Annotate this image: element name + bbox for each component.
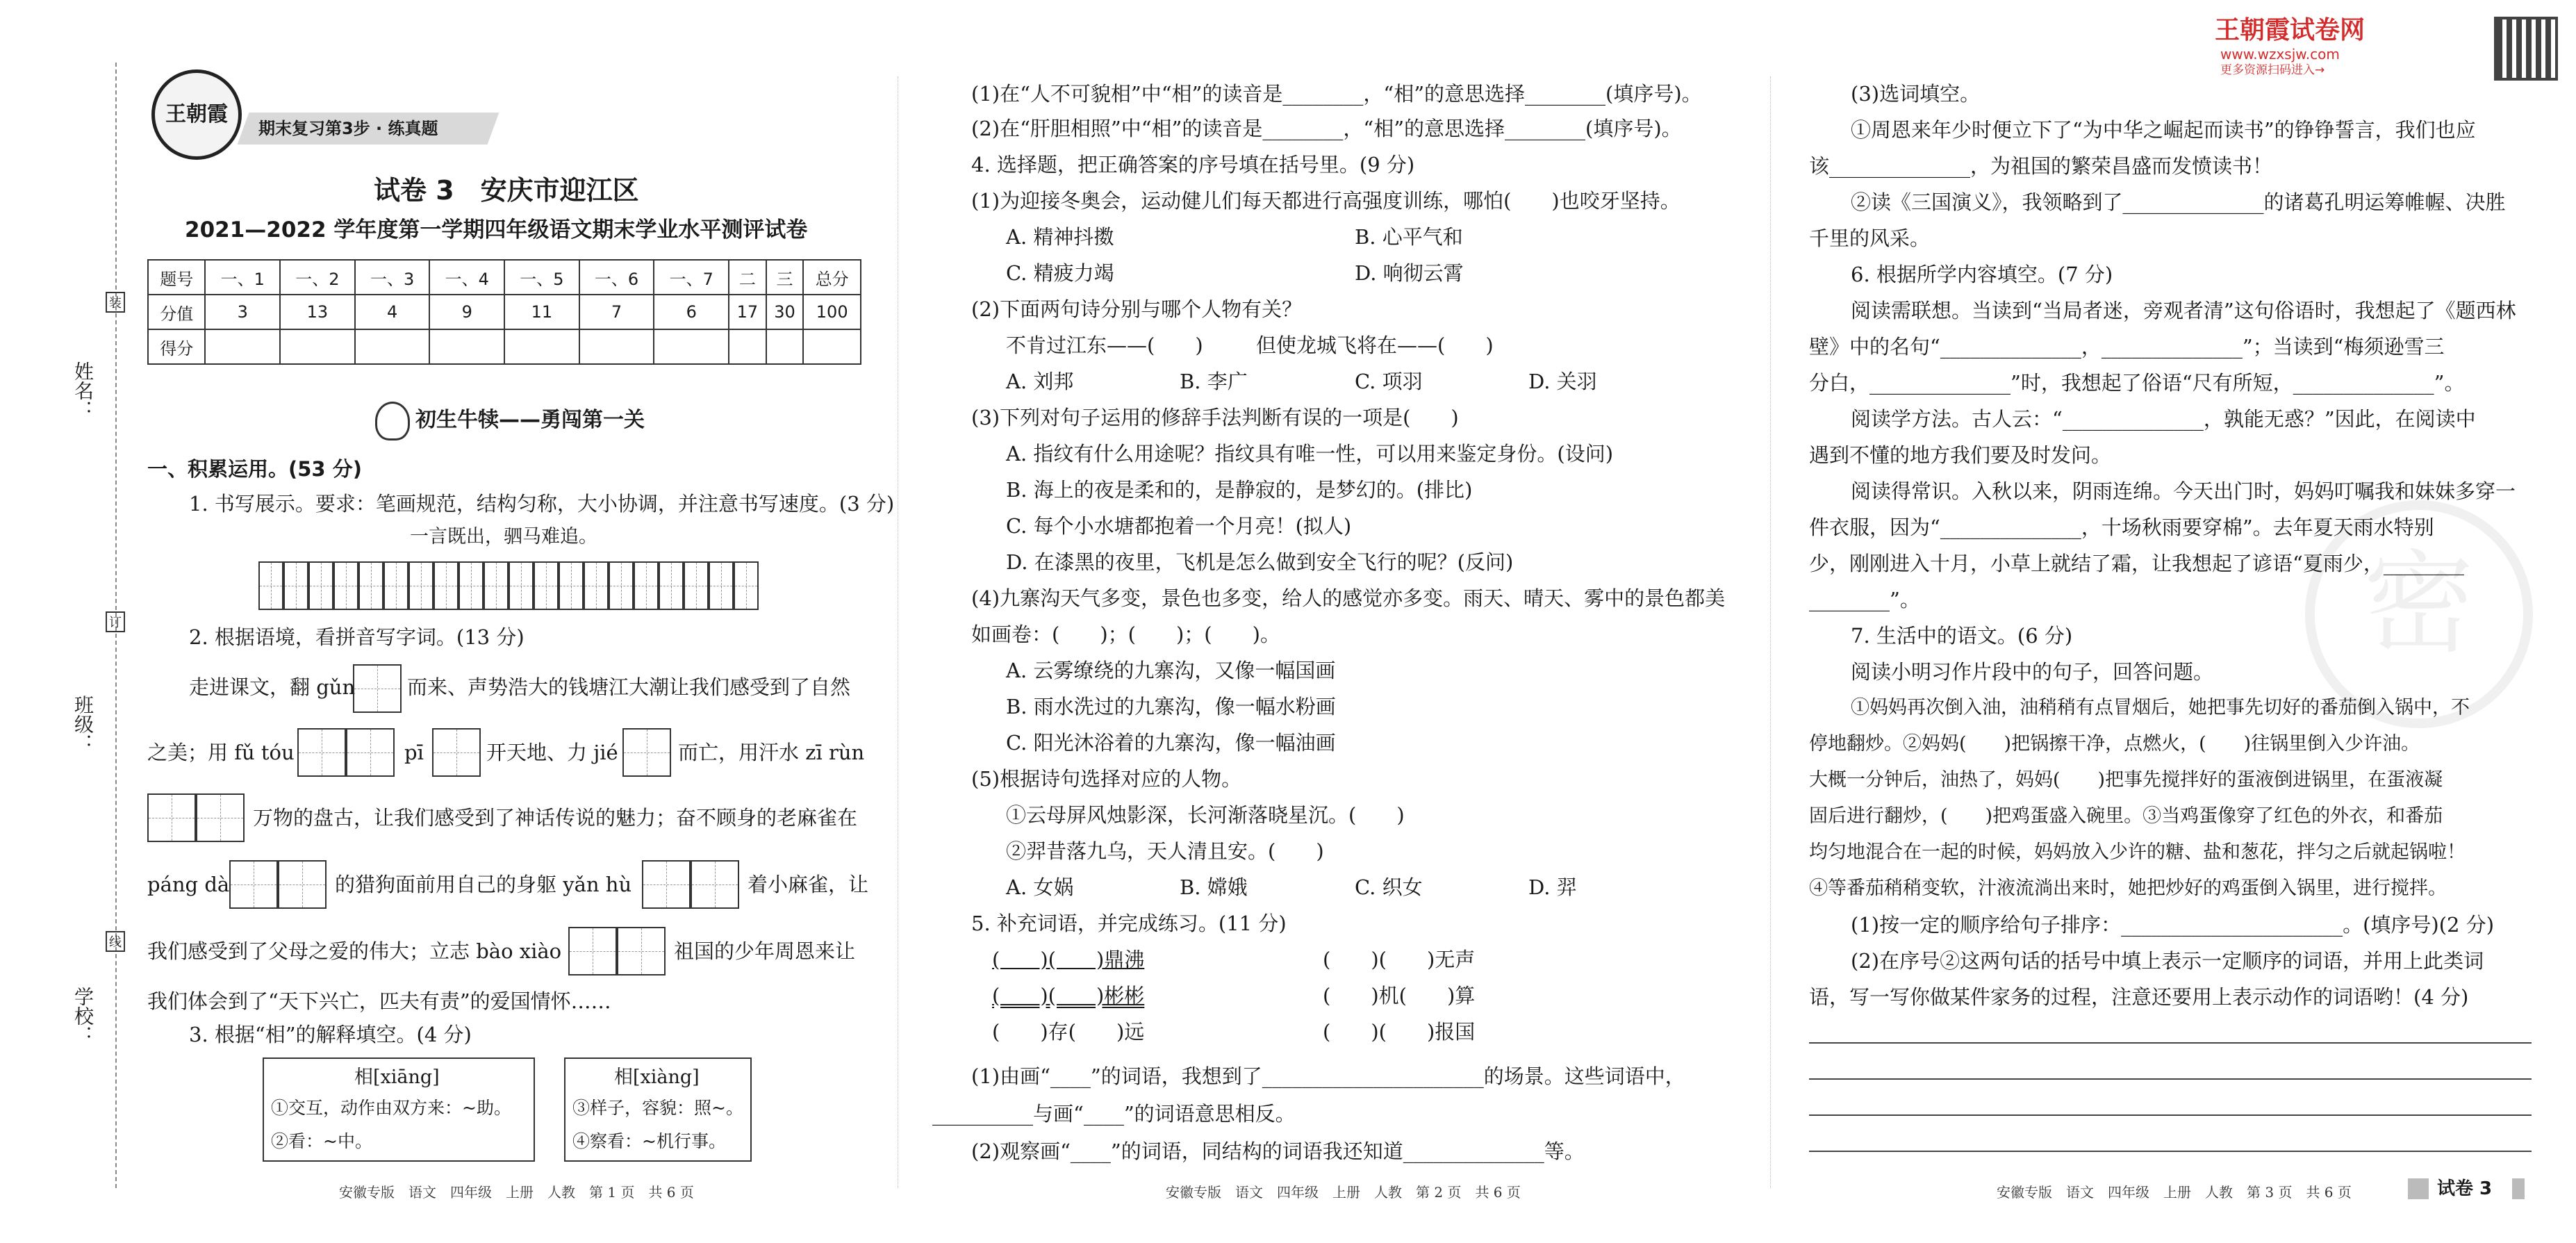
option: D. 羿 (1528, 875, 1577, 899)
q2-line-2a: 之美；用 fǔ tóu (147, 741, 295, 764)
q6-para: 壁》中的名句“______________，______________”；当读到“梅须逊雪三 (1809, 335, 2445, 359)
option: B. 雨水洗过的九寨沟，像一幅水粉画 (1006, 695, 1336, 718)
q3-sub2: (2)在“肝胆相照”中“相”的读音是________，“相”的意思选择________(填序号)。 (971, 117, 1682, 140)
option: B. 李广 (1180, 370, 1248, 393)
char-box[interactable] (297, 728, 346, 777)
qr-code-icon (2494, 17, 2558, 81)
q5-text: 5. 补充词语，并完成练习。(11 分) (971, 912, 1287, 935)
q6-para: 阅读需联想。当读到“当局者迷，旁观者清”这句俗语时，我想起了《题西林 (1851, 299, 2516, 322)
definition-box-xiang4 (564, 1057, 752, 1162)
page-footer: 安徽专版 语文 四年级 上册 人教 第 1 页 共 6 页 (339, 1184, 694, 1201)
q3-sub1: (1)在“人不可貌相”中“相”的读音是________，“相”的意思选择________(填序号)。 (971, 82, 1702, 106)
q7-intro: 阅读小明习作片段中的句子，回答问题。 (1851, 660, 2214, 684)
q7-2-cont: 语，写一写你做某件家务的过程，注意还要用上表示动作的词语哟！(4 分) (1809, 985, 2469, 1009)
option: A. 精神抖擞 (1006, 225, 1114, 249)
paper-tag-bar (2408, 1178, 2429, 1199)
passage-line: 固后进行翻炒，( )把鸡蛋盛入碗里。③当鸡蛋像穿了红色的外衣，和番茄 (1809, 805, 2443, 827)
score-table (147, 259, 861, 365)
answer-line[interactable] (1809, 1042, 2532, 1044)
score-input-row: 得分 (148, 329, 861, 364)
poem-line: ①云母屏风烛影深，长河渐落晓星沉。( ) (1006, 803, 1405, 827)
q1-phrase: 一言既出，驷马难追。 (410, 526, 597, 548)
q2-line-5b: 祖国的少年周恩来让 (674, 939, 856, 963)
q2-line-4b: 的猎狗面前用自己的身躯 yǎn hù (335, 873, 632, 896)
char-box[interactable] (691, 860, 739, 909)
q4-2: (2)下面两句诗分别与哪个人物有关？ (971, 297, 1303, 321)
q4-1: (1)为迎接冬奥会，运动健儿们每天都进行高强度训练，哪怕( )也咬牙坚持。 (971, 189, 1681, 213)
name-label: 姓名： (72, 361, 94, 420)
page-footer: 安徽专版 语文 四年级 上册 人教 第 2 页 共 6 页 (1166, 1184, 1521, 1201)
score-header-row: 题号 一、1 一、2 一、3 一、4 一、5 一、6 一、7 二 三 总分 (148, 260, 861, 295)
q7-text: 7. 生活中的语文。(6 分) (1851, 624, 2073, 648)
q5-1: (1)由画“____”的词语，我想到了______________________的场景。这些词语中， (971, 1064, 1685, 1088)
q4-3: (3)下列对句子运用的修辞手法判断有误的一项是( ) (971, 406, 1459, 429)
binding-mark: 装 (106, 292, 125, 313)
column-divider (1770, 76, 1771, 1188)
option: A. 刘邦 (1006, 370, 1074, 393)
char-box[interactable] (346, 728, 395, 777)
q3-3-b-cont: 千里的风采。 (1809, 227, 1931, 250)
passage-line: 大概一分钟后，油热了，妈妈( )把事先搅拌好的蛋液倒进锅里，在蛋液凝 (1809, 769, 2443, 791)
q2-line-2b: pī (404, 741, 424, 764)
q4-5: (5)根据诗句选择对应的人物。 (971, 767, 1242, 791)
definition-line: ①交互，动作由双方来：~助。 (271, 1098, 511, 1118)
char-box[interactable] (196, 793, 245, 842)
answer-line[interactable] (1809, 1151, 2532, 1152)
class-label: 班级： (72, 695, 94, 753)
option: D. 在漆黑的夜里，飞机是怎么做到安全飞行的呢？(反问) (1006, 550, 1514, 574)
char-box[interactable] (568, 927, 617, 976)
page-footer: 安徽专版 语文 四年级 上册 人教 第 3 页 共 6 页 (1997, 1184, 2352, 1201)
q6-para: 阅读学方法。古人云：“______________，孰能无惑？”因此，在阅读中 (1851, 407, 2476, 431)
q4-text: 4. 选择题，把正确答案的序号填在括号里。(9 分) (971, 153, 1415, 176)
q6-para: 遇到不懂的地方我们要及时发问。 (1809, 443, 2112, 467)
binding-mark: 线 (106, 931, 125, 952)
passage-line: ①妈妈再次倒入油，油稍稍有点冒烟后，她把事先切好的番茄倒入锅中，不 (1851, 697, 2470, 718)
q3-3: (3)选词填空。 (1851, 82, 1981, 106)
char-box[interactable] (622, 728, 671, 777)
word-item: ( )( )无声 (1323, 948, 1476, 971)
poem-line: 但使龙城飞将在——( ) (1256, 334, 1494, 357)
q2-line-4c: 着小麻雀，让 (748, 873, 869, 896)
q2-line-3: 万物的盘古，让我们感受到了神话传说的魅力；奋不顾身的老麻雀在 (253, 806, 858, 830)
q6-para: ________”。 (1809, 588, 1920, 611)
char-box[interactable] (229, 860, 278, 909)
poem-line: ②羿昔落九乌，天人清且安。( ) (1006, 839, 1324, 863)
q4-4: (4)九寨沟天气多变，景色也多变，给人的感觉亦多变。雨天、晴天、雾中的景色都美 (971, 586, 1726, 610)
q6-text: 6. 根据所学内容填空。(7 分) (1851, 263, 2113, 286)
q7-1: (1)按一定的顺序给句子排序：______________________。(填序号)(2 分) (1851, 913, 2495, 937)
option: A. 云雾缭绕的九寨沟，又像一幅国画 (1006, 659, 1336, 682)
char-box[interactable] (147, 793, 196, 842)
option: C. 项羽 (1355, 370, 1423, 393)
char-box[interactable] (432, 728, 481, 777)
passage-line: 均匀地混合在一起的时候，妈妈放入少许的糖、盐和葱花，拌匀之后就起锅啦！ (1809, 841, 2466, 863)
watermark-stamp: 密 (2305, 500, 2533, 728)
q2-line-6: 我们体会到了“天下兴亡，匹夫有责”的爱国情怀…… (147, 989, 611, 1013)
q3-3-a-cont: 该______________，为祖国的繁荣昌盛而发愤读书！ (1809, 154, 2273, 178)
q2-line-4a: páng dà (147, 873, 230, 896)
word-item: ( )机( )算 (1323, 984, 1476, 1007)
q7-2: (2)在序号②这两句话的括号中填上表示一定顺序的词语，并用上此类词 (1851, 949, 2484, 973)
word-item: ( )( )彬彬 (992, 984, 1145, 1007)
char-box[interactable] (642, 860, 691, 909)
answer-line[interactable] (1809, 1078, 2532, 1080)
q2-text: 2. 根据语境，看拼音写字词。(13 分) (189, 625, 525, 649)
definition-head: 相[xiàng] (614, 1067, 700, 1088)
q6-para: 分白，______________”时，我想起了俗语“尺有所短，______________”。 (1809, 371, 2465, 395)
option: C. 每个小水塘都抱着一个月亮！(拟人) (1006, 514, 1352, 538)
option: C. 织女 (1355, 875, 1423, 899)
stage-title: 初生牛犊——勇闯第一关 (415, 408, 645, 432)
q3-text: 3. 根据“相”的解释填空。(4 分) (189, 1023, 472, 1046)
q5-2: (2)观察画“____”的词语，同结构的词语我还知道______________等。 (971, 1139, 1585, 1163)
char-box[interactable] (278, 860, 327, 909)
mascot-icon (375, 402, 410, 441)
definition-line: ③样子，容貌：照~。 (572, 1098, 743, 1118)
q2-line-5a: 我们感受到了父母之爱的伟大；立志 bào xiào (147, 939, 562, 963)
char-box[interactable] (353, 664, 402, 713)
q6-para: 件衣服，因为“______________，十场秋雨要穿棉”。去年夏天雨水特别 (1809, 516, 2434, 539)
word-item: ( )( )鼎沸 (992, 948, 1145, 971)
option: C. 阳光沐浴着的九寨沟，像一幅油画 (1006, 731, 1336, 755)
option: D. 关羽 (1528, 370, 1597, 393)
page-title: 试卷 3 安庆市迎江区 (374, 175, 639, 206)
school-label: 学校： (72, 987, 94, 1045)
paper-tag: 试卷 3 (2437, 1178, 2493, 1199)
q2-line-2d: 而亡，用汗水 zī rùn (678, 741, 865, 764)
logo-text: 王朝霞 (165, 102, 228, 126)
option: C. 精疲力竭 (1006, 261, 1114, 285)
q4-4-cont: 如画卷：( )；( )；( )。 (971, 623, 1280, 646)
poem-line: 不肯过江东——( ) (1006, 334, 1203, 357)
word-item: ( )( )报国 (1323, 1020, 1476, 1044)
paper-tag-bar (2512, 1178, 2525, 1199)
option: D. 响彻云霄 (1355, 261, 1464, 285)
score-value-row: 分值 3 13 4 9 11 7 6 17 30 100 (148, 295, 861, 329)
option: A. 指纹有什么用途呢？指纹具有唯一性，可以用来鉴定身份。(设问) (1006, 442, 1614, 466)
definition-box-xiang1 (263, 1057, 535, 1162)
q5-1-cont: __________与画“____”的词语意思相反。 (932, 1102, 1296, 1126)
brand-url: www.wzxsjw.com (2220, 46, 2340, 63)
option: B. 海上的夜是柔和的，是静寂的，是梦幻的。(排比) (1006, 478, 1473, 502)
logo-badge (151, 69, 242, 160)
q3-3-a: ①周恩来年少时便立下了“为中华之崛起而读书”的铮铮誓言，我们也应 (1851, 118, 2476, 142)
option: B. 嫦娥 (1180, 875, 1248, 899)
stage-banner-text: 期末复习第3步 · 练真题 (258, 119, 438, 138)
passage-line: 停地翻炒。②妈妈( )把锅擦干净，点燃火，( )往锅里倒入少许油。 (1809, 733, 2420, 755)
brand-name: 王朝霞试卷网 (2215, 16, 2366, 44)
q3-3-b: ②读《三国演义》，我领略到了______________的诸葛孔明运筹帷幄、决胜 (1851, 190, 2506, 214)
char-box[interactable] (617, 927, 666, 976)
passage-line: ④等番茄稍稍变软，汁液流淌出来时，她把炒好的鸡蛋倒入锅里，进行搅拌。 (1809, 878, 2447, 899)
q1-text: 1. 书写展示。要求：笔画规范，结构匀称，大小协调，并注意书写速度。(3 分) (189, 492, 895, 516)
binding-mark: 订 (106, 611, 125, 632)
brand-more: 更多资源扫码进入→ (2220, 63, 2325, 77)
q6-para: 阅读得常识。入秋以来，阴雨连绵。今天出门时，妈妈叮嘱我和妹妹多穿一 (1851, 479, 2516, 503)
page-subtitle: 2021—2022 学年度第一学期四年级语文期末学业水平测评试卷 (185, 217, 808, 242)
answer-line[interactable] (1809, 1114, 2532, 1116)
option: B. 心平气和 (1355, 225, 1463, 249)
q2-line-1a: 走进课文，翻 gǔn (189, 675, 356, 699)
q6-para: 少，刚刚进入十月，小草上就结了霜，让我想起了谚语“夏雨少，________ (1809, 552, 2464, 575)
option: A. 女娲 (1006, 875, 1074, 899)
q2-line-2c: 开天地、力 jié (486, 741, 618, 764)
section-1-heading: 一、积累运用。(53 分) (147, 457, 362, 481)
definition-line: ②看：~中。 (271, 1131, 372, 1151)
q2-line-1b: 而来、声势浩大的钱塘江大潮让我们感受到了自然 (407, 675, 851, 699)
definition-head: 相[xiāng] (354, 1067, 440, 1088)
definition-line: ④察看：~机行事。 (572, 1131, 726, 1151)
word-item: ( )存( )远 (992, 1020, 1145, 1044)
